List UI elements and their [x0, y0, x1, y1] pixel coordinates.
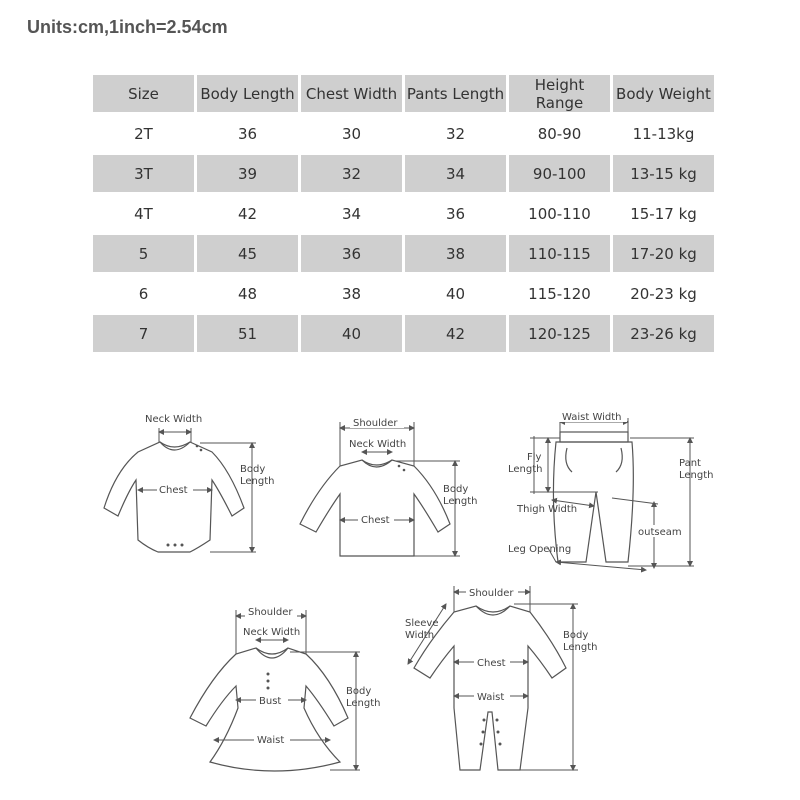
- table-cell: 32: [445, 124, 466, 143]
- measurement-diagrams: [0, 395, 800, 800]
- table-cell: 4T: [134, 204, 153, 223]
- table-cell: 90-100: [509, 155, 610, 192]
- dress-diagram: [190, 605, 381, 771]
- bodysuit-body-length-label-1: Body: [240, 464, 266, 475]
- table-row: [93, 275, 714, 312]
- column-header-size: Size: [93, 75, 194, 112]
- romper-waist-label: Waist: [477, 692, 505, 703]
- table-cell: 36: [237, 124, 258, 143]
- table-cell: 30: [341, 124, 362, 143]
- table-row: [93, 315, 714, 352]
- bodysuit-body-length-label-2: Length: [240, 476, 275, 487]
- table-header-row: [93, 75, 714, 112]
- units-note: Units:cm,1inch=2.54cm: [27, 17, 228, 37]
- table-cell: 110-115: [509, 235, 610, 272]
- table-cell: 32: [301, 155, 402, 192]
- column-header-height-range: Height Range: [509, 75, 610, 112]
- pants-outseam-label: outseam: [638, 527, 682, 538]
- dress-waist-label: Waist: [257, 735, 285, 746]
- bodysuit-diagram: [104, 414, 275, 552]
- dress-body-length-label-2: Length: [346, 698, 381, 709]
- pants-diagram: [508, 410, 714, 570]
- shirt-body-length-label-2: Length: [443, 496, 478, 507]
- table-cell: 20-23 kg: [630, 284, 697, 303]
- shirt-shoulder-label: Shoulder: [353, 418, 398, 429]
- romper-sleeve-width-label-1: Sleeve: [405, 618, 439, 629]
- dress-body-length-label-1: Body: [346, 686, 372, 697]
- bodysuit-neck-width-label: Neck Width: [145, 414, 203, 425]
- romper-diagram: [405, 586, 598, 770]
- table-row: [93, 155, 714, 192]
- column-header-body-weight: Body Weight: [613, 75, 714, 112]
- table-cell: 2T: [134, 124, 153, 143]
- table-cell: 100-110: [528, 204, 591, 223]
- table-cell: 120-125: [509, 315, 610, 352]
- dress-neck-width-label: Neck Width: [243, 627, 301, 638]
- pants-leg-opening-label: Leg Opening: [508, 544, 572, 555]
- pants-thigh-width-label: Thigh Width: [517, 504, 578, 515]
- shirt-body-length-label-1: Body: [443, 484, 469, 495]
- table-cell: 34: [341, 204, 362, 223]
- table-cell: 115-120: [528, 284, 591, 303]
- table-cell: 38: [405, 235, 506, 272]
- table-cell: 45: [197, 235, 298, 272]
- table-row: [93, 235, 714, 272]
- table-cell: 51: [197, 315, 298, 352]
- table-cell: 5: [93, 235, 194, 272]
- shirt-neck-width-label: Neck Width: [349, 439, 407, 450]
- table-cell: 80-90: [537, 124, 582, 143]
- table-cell: 42: [237, 204, 258, 223]
- romper-body-length-label-2: Length: [563, 642, 598, 653]
- column-header-chest-width: Chest Width: [301, 75, 402, 112]
- table-cell: 11-13kg: [632, 124, 695, 143]
- size-chart-table: [90, 72, 717, 355]
- table-cell: 40: [445, 284, 466, 303]
- shirt-diagram: [300, 416, 478, 556]
- romper-body-length-label-1: Body: [563, 630, 589, 641]
- pants-waist-width-label: Waist Width: [562, 412, 622, 423]
- table-cell: 23-26 kg: [613, 315, 714, 352]
- table-cell: 13-15 kg: [613, 155, 714, 192]
- table-cell: 17-20 kg: [613, 235, 714, 272]
- table-cell: 42: [405, 315, 506, 352]
- table-cell: 48: [237, 284, 258, 303]
- table-cell: 15-17 kg: [630, 204, 697, 223]
- table-cell: 34: [405, 155, 506, 192]
- romper-shoulder-label: Shoulder: [469, 588, 514, 599]
- column-header-body-length: Body Length: [197, 75, 298, 112]
- table-cell: 6: [138, 284, 149, 303]
- pants-fly-length-label-1: Fly: [527, 452, 542, 463]
- column-header-pants-length: Pants Length: [405, 75, 506, 112]
- shirt-chest-label: Chest: [361, 515, 390, 526]
- bodysuit-chest-label: Chest: [159, 485, 188, 496]
- pants-fly-length-label-2: Length: [508, 464, 543, 475]
- dress-shoulder-label: Shoulder: [248, 607, 293, 618]
- romper-chest-label: Chest: [477, 658, 506, 669]
- table-row: [93, 195, 714, 232]
- table-cell: 38: [341, 284, 362, 303]
- table-cell: 36: [445, 204, 466, 223]
- table-cell: 3T: [93, 155, 194, 192]
- table-cell: 7: [93, 315, 194, 352]
- table-cell: 39: [197, 155, 298, 192]
- table-cell: 40: [301, 315, 402, 352]
- romper-sleeve-width-label-2: Width: [405, 630, 435, 641]
- table-row: [93, 115, 714, 152]
- pants-pant-length-label-1: Pant: [679, 458, 701, 469]
- dress-bust-label: Bust: [259, 696, 282, 707]
- pants-pant-length-label-2: Length: [679, 470, 714, 481]
- table-cell: 36: [301, 235, 402, 272]
